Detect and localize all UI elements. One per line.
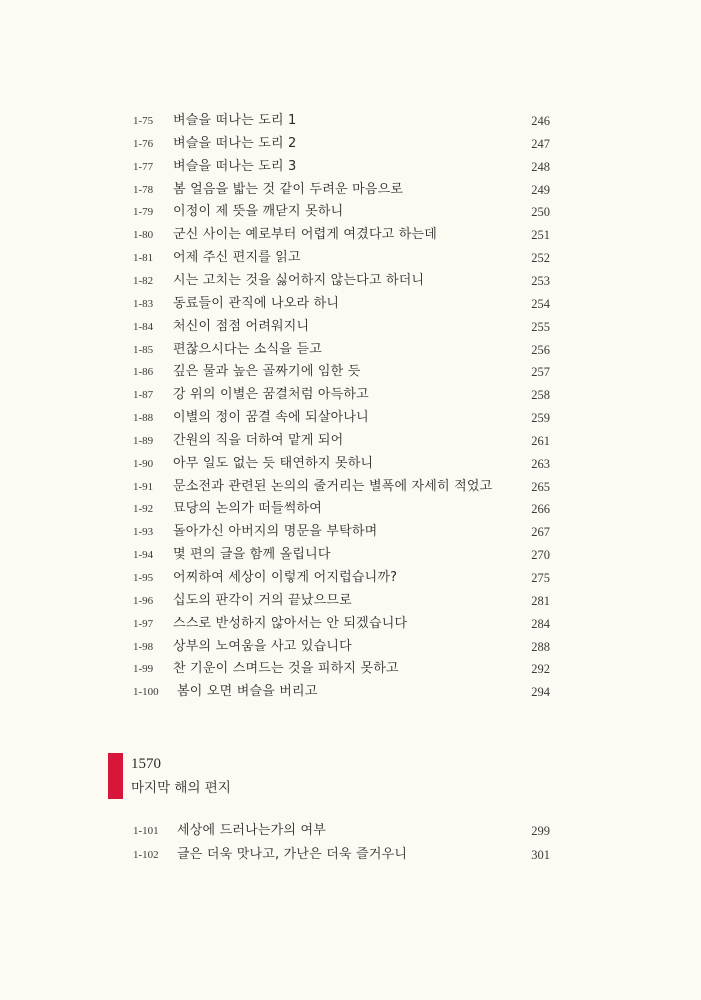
toc-entry [0, 568, 701, 591]
entry-number: 1-85 [133, 343, 154, 356]
entry-page-number: 256 [531, 342, 550, 357]
entry-page-number: 248 [531, 159, 550, 174]
toc-entry [0, 111, 701, 134]
entry-number: 1-87 [133, 389, 154, 402]
toc-entry [0, 340, 701, 363]
entry-page-number: 246 [531, 114, 550, 128]
entry-page-number: 258 [531, 388, 550, 403]
toc-entry [0, 614, 701, 637]
entry-number: 1-92 [133, 503, 154, 516]
toc-entry [0, 499, 701, 522]
toc-entry [0, 637, 701, 660]
entry-title: 벼슬을 떠나는 도리 1 [173, 113, 297, 128]
entry-title: 이정이 제 뜻을 깨닫지 못하니 [173, 204, 344, 220]
section-header [108, 753, 368, 799]
toc-entry [0, 385, 701, 408]
toc-entry [0, 248, 701, 271]
entry-title: 세상에 드러나는가의 여부 [177, 823, 327, 838]
entry-title: 간원의 직을 더하여 맡게 되어 [173, 432, 344, 448]
entry-page-number: 301 [531, 848, 550, 862]
entry-title: 동료들이 관직에 나오라 하니 [173, 295, 340, 311]
entry-page-number: 257 [531, 365, 550, 380]
entry-title: 봄이 오면 벼슬을 버리고 [177, 684, 318, 700]
entry-number: 1-82 [133, 274, 154, 287]
toc-entry [0, 134, 701, 157]
toc-entry [0, 454, 701, 477]
entry-title: 이별의 정이 꿈결 속에 되살아나니 [173, 410, 369, 426]
entry-title: 묘당의 논의가 떠들썩하여 [173, 501, 323, 517]
entry-title: 어찌하여 세상이 이렇게 어지럽습니까? [173, 570, 398, 585]
entry-page-number: 275 [531, 571, 550, 585]
toc-entry [0, 591, 701, 614]
entry-page-number: 270 [531, 548, 550, 563]
entry-title: 편찮으시다는 소식을 듣고 [173, 341, 323, 357]
entry-number: 1-89 [133, 434, 154, 447]
toc-entry [0, 821, 701, 844]
entry-title: 군신 사이는 예로부터 어렵게 여겼다고 하는데 [173, 227, 438, 243]
entry-number: 1-75 [133, 115, 154, 127]
entry-title: 벼슬을 떠나는 도리 2 [173, 135, 297, 151]
entry-title: 깊은 물과 높은 골짜기에 임한 듯 [173, 364, 361, 380]
entry-number: 1-84 [133, 320, 154, 333]
toc-entry [0, 317, 701, 340]
entry-title: 벼슬을 떠나는 도리 3 [173, 158, 297, 174]
entry-number: 1-99 [133, 663, 154, 676]
toc-entry [0, 431, 701, 454]
entry-page-number: 247 [531, 136, 550, 151]
entry-title: 어제 주신 편지를 읽고 [173, 250, 301, 266]
entry-page-number: 284 [531, 616, 550, 631]
entry-number: 1-77 [133, 160, 154, 173]
toc-entry [0, 682, 701, 705]
section-accent-bar [108, 753, 123, 799]
entry-page-number: 259 [531, 411, 550, 426]
entry-title: 아무 일도 없는 듯 태연하지 못하니 [173, 455, 374, 471]
entry-page-number: 267 [531, 525, 550, 540]
entry-title: 스스로 반성하지 않아서는 안 되겠습니다 [173, 615, 408, 631]
entry-number: 1-80 [133, 229, 154, 242]
entry-page-number: 255 [531, 319, 550, 334]
entry-number: 1-100 [133, 686, 159, 699]
toc-entry [0, 180, 701, 203]
toc-entry [0, 408, 701, 431]
entry-page-number: 254 [531, 296, 550, 311]
toc-entry [0, 362, 701, 385]
entry-page-number: 263 [531, 456, 550, 471]
toc-entry [0, 522, 701, 545]
toc-entry [0, 545, 701, 568]
entry-page-number: 281 [531, 593, 550, 608]
entry-title: 십도의 판각이 거의 끝났으므로 [173, 592, 352, 608]
entry-page-number: 252 [531, 251, 550, 266]
toc-entry [0, 294, 701, 317]
entry-number: 1-86 [133, 366, 154, 379]
entry-page-number: 249 [531, 182, 550, 197]
entry-page-number: 294 [531, 685, 550, 700]
entry-page-number: 266 [531, 502, 550, 517]
toc-entry [0, 202, 701, 225]
entry-page-number: 288 [531, 639, 550, 654]
toc-entry [0, 157, 701, 180]
toc-entry [0, 659, 701, 682]
entry-number: 1-79 [133, 206, 154, 219]
entry-number: 1-76 [133, 137, 154, 150]
entry-title: 찬 기운이 스며드는 것을 피하지 못하고 [173, 661, 399, 677]
entry-number: 1-94 [133, 549, 154, 562]
entry-number: 1-78 [133, 183, 154, 196]
entry-title: 문소전과 관련된 논의의 줄거리는 별폭에 자세히 적었고 [173, 478, 493, 494]
entry-number: 1-93 [133, 526, 154, 539]
entry-page-number: 292 [531, 662, 550, 677]
entry-page-number: 265 [531, 479, 550, 494]
entry-number: 1-90 [133, 457, 154, 470]
entry-number: 1-102 [133, 849, 159, 861]
entry-page-number: 299 [531, 824, 550, 838]
toc-entry [0, 845, 701, 868]
toc-entry [0, 225, 701, 248]
entry-title: 봄 얼음을 밟는 것 같이 두려운 마음으로 [173, 181, 404, 197]
entry-title: 처신이 점점 어려워지니 [173, 318, 310, 334]
entry-number: 1-83 [133, 297, 154, 310]
toc-entry [0, 477, 701, 500]
entry-page-number: 253 [531, 273, 550, 288]
section-year: 1570 [131, 756, 161, 772]
entry-title: 몇 편의 글을 함께 올립니다 [173, 547, 331, 563]
entry-number: 1-91 [133, 480, 154, 493]
entry-number: 1-96 [133, 594, 154, 607]
entry-title: 시는 고치는 것을 싫어하지 않는다고 하더니 [173, 272, 425, 288]
entry-title: 글은 더욱 맛나고, 가난은 더욱 즐거우니 [177, 847, 408, 862]
entry-page-number: 251 [531, 228, 550, 243]
entry-title: 돌아가신 아버지의 명문을 부탁하며 [173, 524, 378, 540]
entry-title: 상부의 노여움을 사고 있습니다 [173, 638, 352, 654]
entry-number: 1-101 [133, 825, 159, 837]
entry-number: 1-97 [133, 617, 154, 630]
entry-number: 1-88 [133, 412, 154, 425]
entry-number: 1-95 [133, 572, 154, 584]
section-subtitle: 마지막 해의 편지 [131, 780, 231, 796]
entry-page-number: 250 [531, 205, 550, 220]
entry-title: 강 위의 이별은 꿈결처럼 아득하고 [173, 387, 369, 403]
toc-entry [0, 271, 701, 294]
entry-number: 1-98 [133, 640, 154, 653]
entry-page-number: 261 [531, 433, 550, 448]
entry-number: 1-81 [133, 252, 154, 265]
